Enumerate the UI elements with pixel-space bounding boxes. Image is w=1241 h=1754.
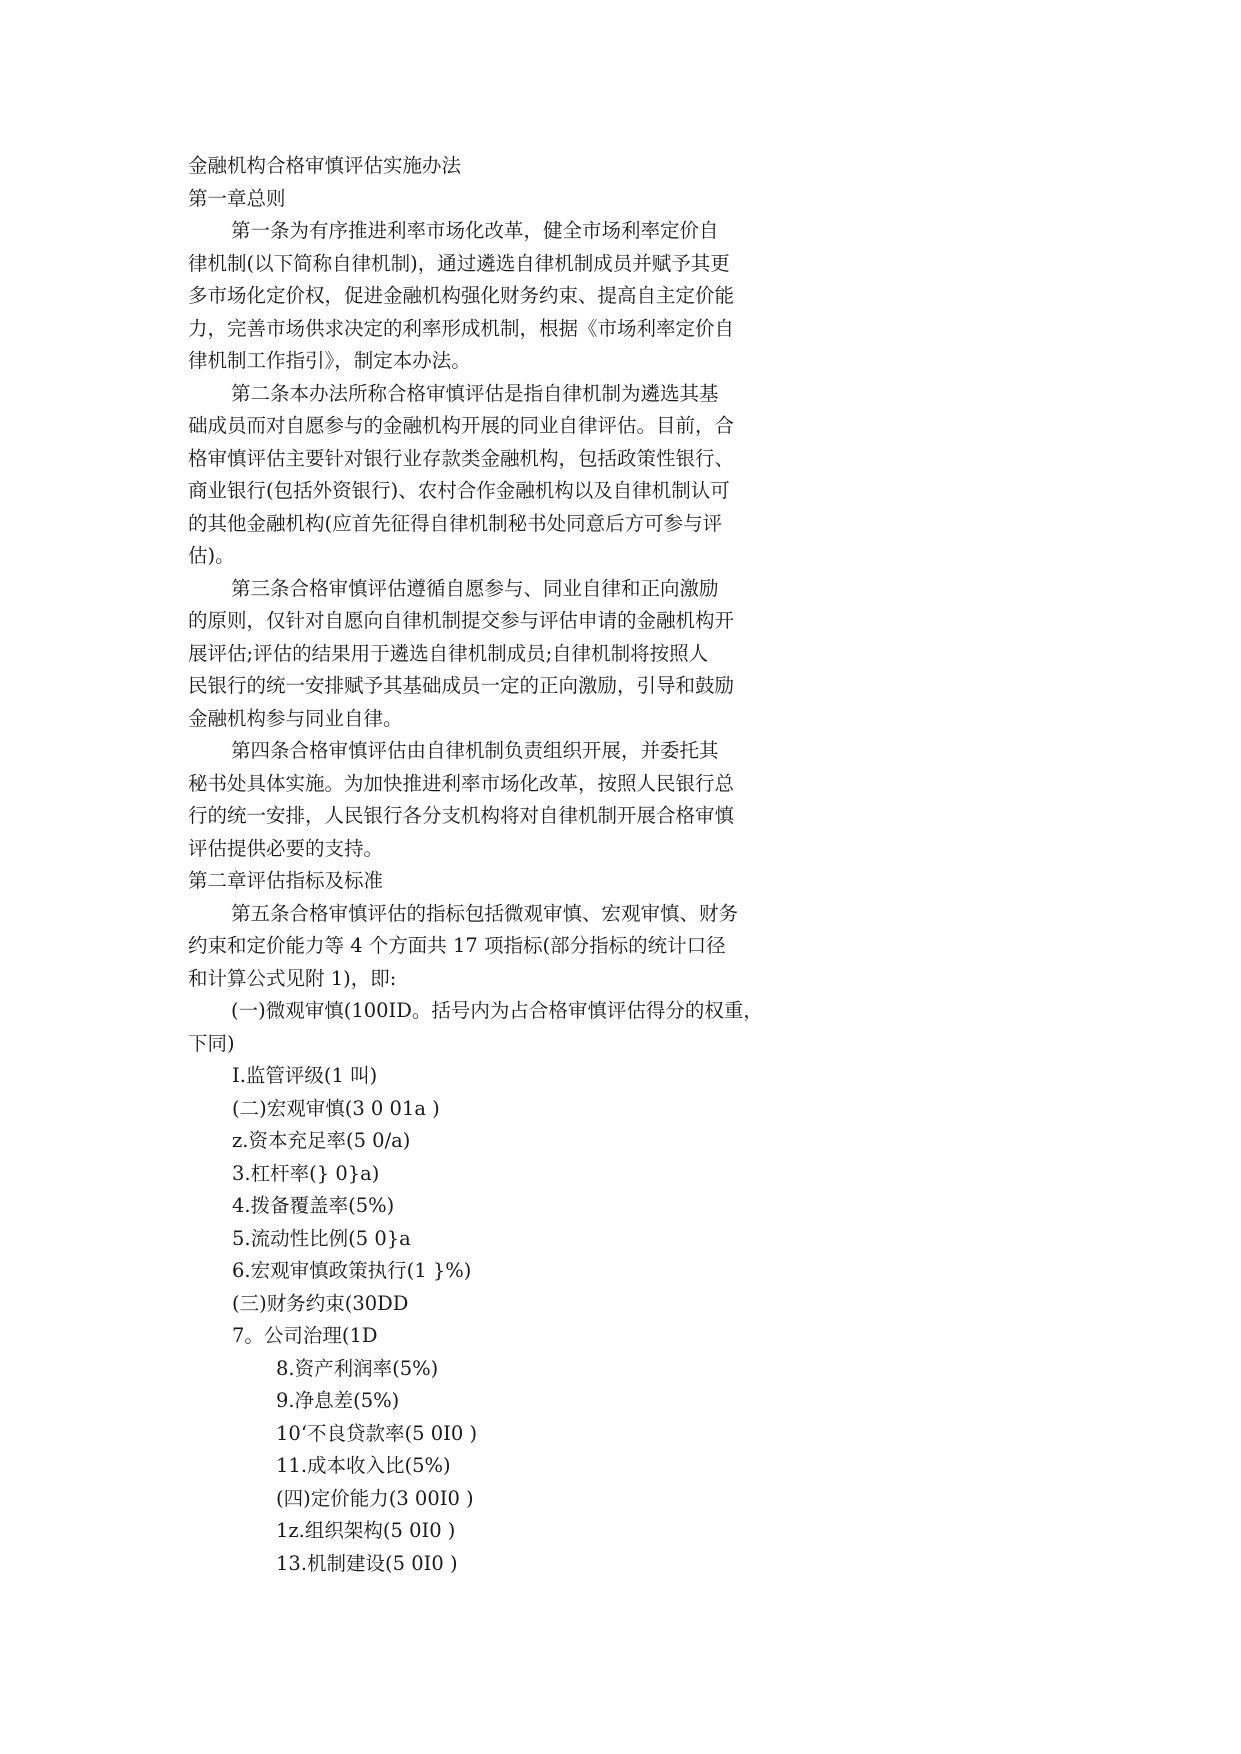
paragraph-line: 第四条合格审慎评估由自律机制负责组织开展，并委托其 <box>231 739 719 762</box>
list-item: 8.资产利润率(5%) <box>276 1356 439 1380</box>
document-title: 金融机构合格审慎评估实施办法 <box>188 154 462 177</box>
list-item: 9.净息差(5%) <box>276 1389 400 1412</box>
list-section: (四)定价能力(3 00I0 ) <box>276 1486 474 1510</box>
paragraph-line: 下同) <box>188 1031 235 1055</box>
paragraph-line: 第三条合格审慎评估遵循自愿参与、同业自律和正向激励 <box>231 576 719 600</box>
paragraph-line: 的原则，仅针对自愿向自律机制提交参与评估申请的金融机构开 <box>188 609 735 632</box>
paragraph-line: 秘书处具体实施。为加快推进利率市场化改革，按照人民银行总 <box>188 771 735 795</box>
paragraph-line: 金融机构参与同业自律。 <box>188 706 403 730</box>
paragraph-line: 力，完善市场供求决定的利率形成机制，根据《市场利率定价自 <box>188 316 735 340</box>
paragraph-line: 展评估;评估的结果用于遴选自律机制成员;自律机制将按照人 <box>188 641 709 665</box>
paragraph-line: 评估提供必要的支持。 <box>188 836 384 860</box>
paragraph-line: 多市场化定价权，促进金融机构强化财务约束、提高自主定价能 <box>188 284 735 307</box>
list-item: 11.成本收入比(5%) <box>276 1454 451 1477</box>
paragraph-line: 行的统一安排，人民银行各分支机构将对自律机制开展合格审慎 <box>188 804 735 827</box>
list-item: 13.机制建设(5 0I0 ) <box>276 1551 458 1575</box>
paragraph-line: 律机制工作指引》，制定本办法。 <box>188 349 471 372</box>
chapter-heading: 第二章评估指标及标准 <box>188 869 384 892</box>
paragraph-line: 约束和定价能力等 4 个方面共 17 项指标(部分指标的统计口径 <box>188 934 726 957</box>
list-section: (一)微观审慎(100ID。括号内为占合格审慎评估得分的权重， <box>231 999 763 1022</box>
list-item: 10‘不良贷款率(5 0I0 ) <box>276 1421 478 1445</box>
list-item: 7。公司治理(1D <box>232 1324 378 1347</box>
paragraph-line: 第五条合格审慎评估的指标包括微观审慎、宏观审慎、财务 <box>231 901 739 925</box>
list-section: (三)财务约束(30DD <box>232 1291 409 1315</box>
paragraph-line: 础成员而对自愿参与的金融机构开展的同业自律评估。目前，合 <box>188 414 735 437</box>
paragraph-line: 格审慎评估主要针对银行业存款类金融机构，包括政策性银行、 <box>188 446 735 470</box>
paragraph-line: 第一条为有序推进利率市场化改革，健全市场利率定价自 <box>231 219 719 242</box>
list-section: (二)宏观审慎(3 0 01a ) <box>232 1096 440 1120</box>
list-item: z.资本充足率(5 0/a) <box>232 1129 411 1152</box>
paragraph-line: 和计算公式见附 1)，即: <box>188 966 397 990</box>
list-item: 5.流动性比例(5 0}a <box>232 1226 411 1250</box>
paragraph-line: 律机制(以下简称自律机制)，通过遴选自律机制成员并赋予其更 <box>188 251 730 275</box>
paragraph-line: 民银行的统一安排赋予其基础成员一定的正向激励，引导和鼓励 <box>188 674 735 697</box>
paragraph-line: 估)。 <box>188 544 235 567</box>
list-item: 1z.组织架构(5 0I0 ) <box>276 1519 456 1542</box>
list-item: 3.杠杆率(} 0}a) <box>232 1161 380 1185</box>
list-item: 4.拨备覆盖率(5%) <box>232 1194 395 1217</box>
paragraph-line: 第二条本办法所称合格审慎评估是指自律机制为遴选其基 <box>231 381 719 405</box>
list-item: I.监管评级(1 叫) <box>232 1064 378 1087</box>
paragraph-line: 商业银行(包括外资银行)、农村合作金融机构以及自律机制认可 <box>188 479 730 502</box>
paragraph-line: 的其他金融机构(应首先征得自律机制秘书处同意后方可参与评 <box>188 511 723 535</box>
chapter-heading: 第一章总则 <box>188 186 286 210</box>
document-body <box>188 150 808 1580</box>
list-item: 6.宏观审慎政策执行(1 }%) <box>232 1259 472 1282</box>
